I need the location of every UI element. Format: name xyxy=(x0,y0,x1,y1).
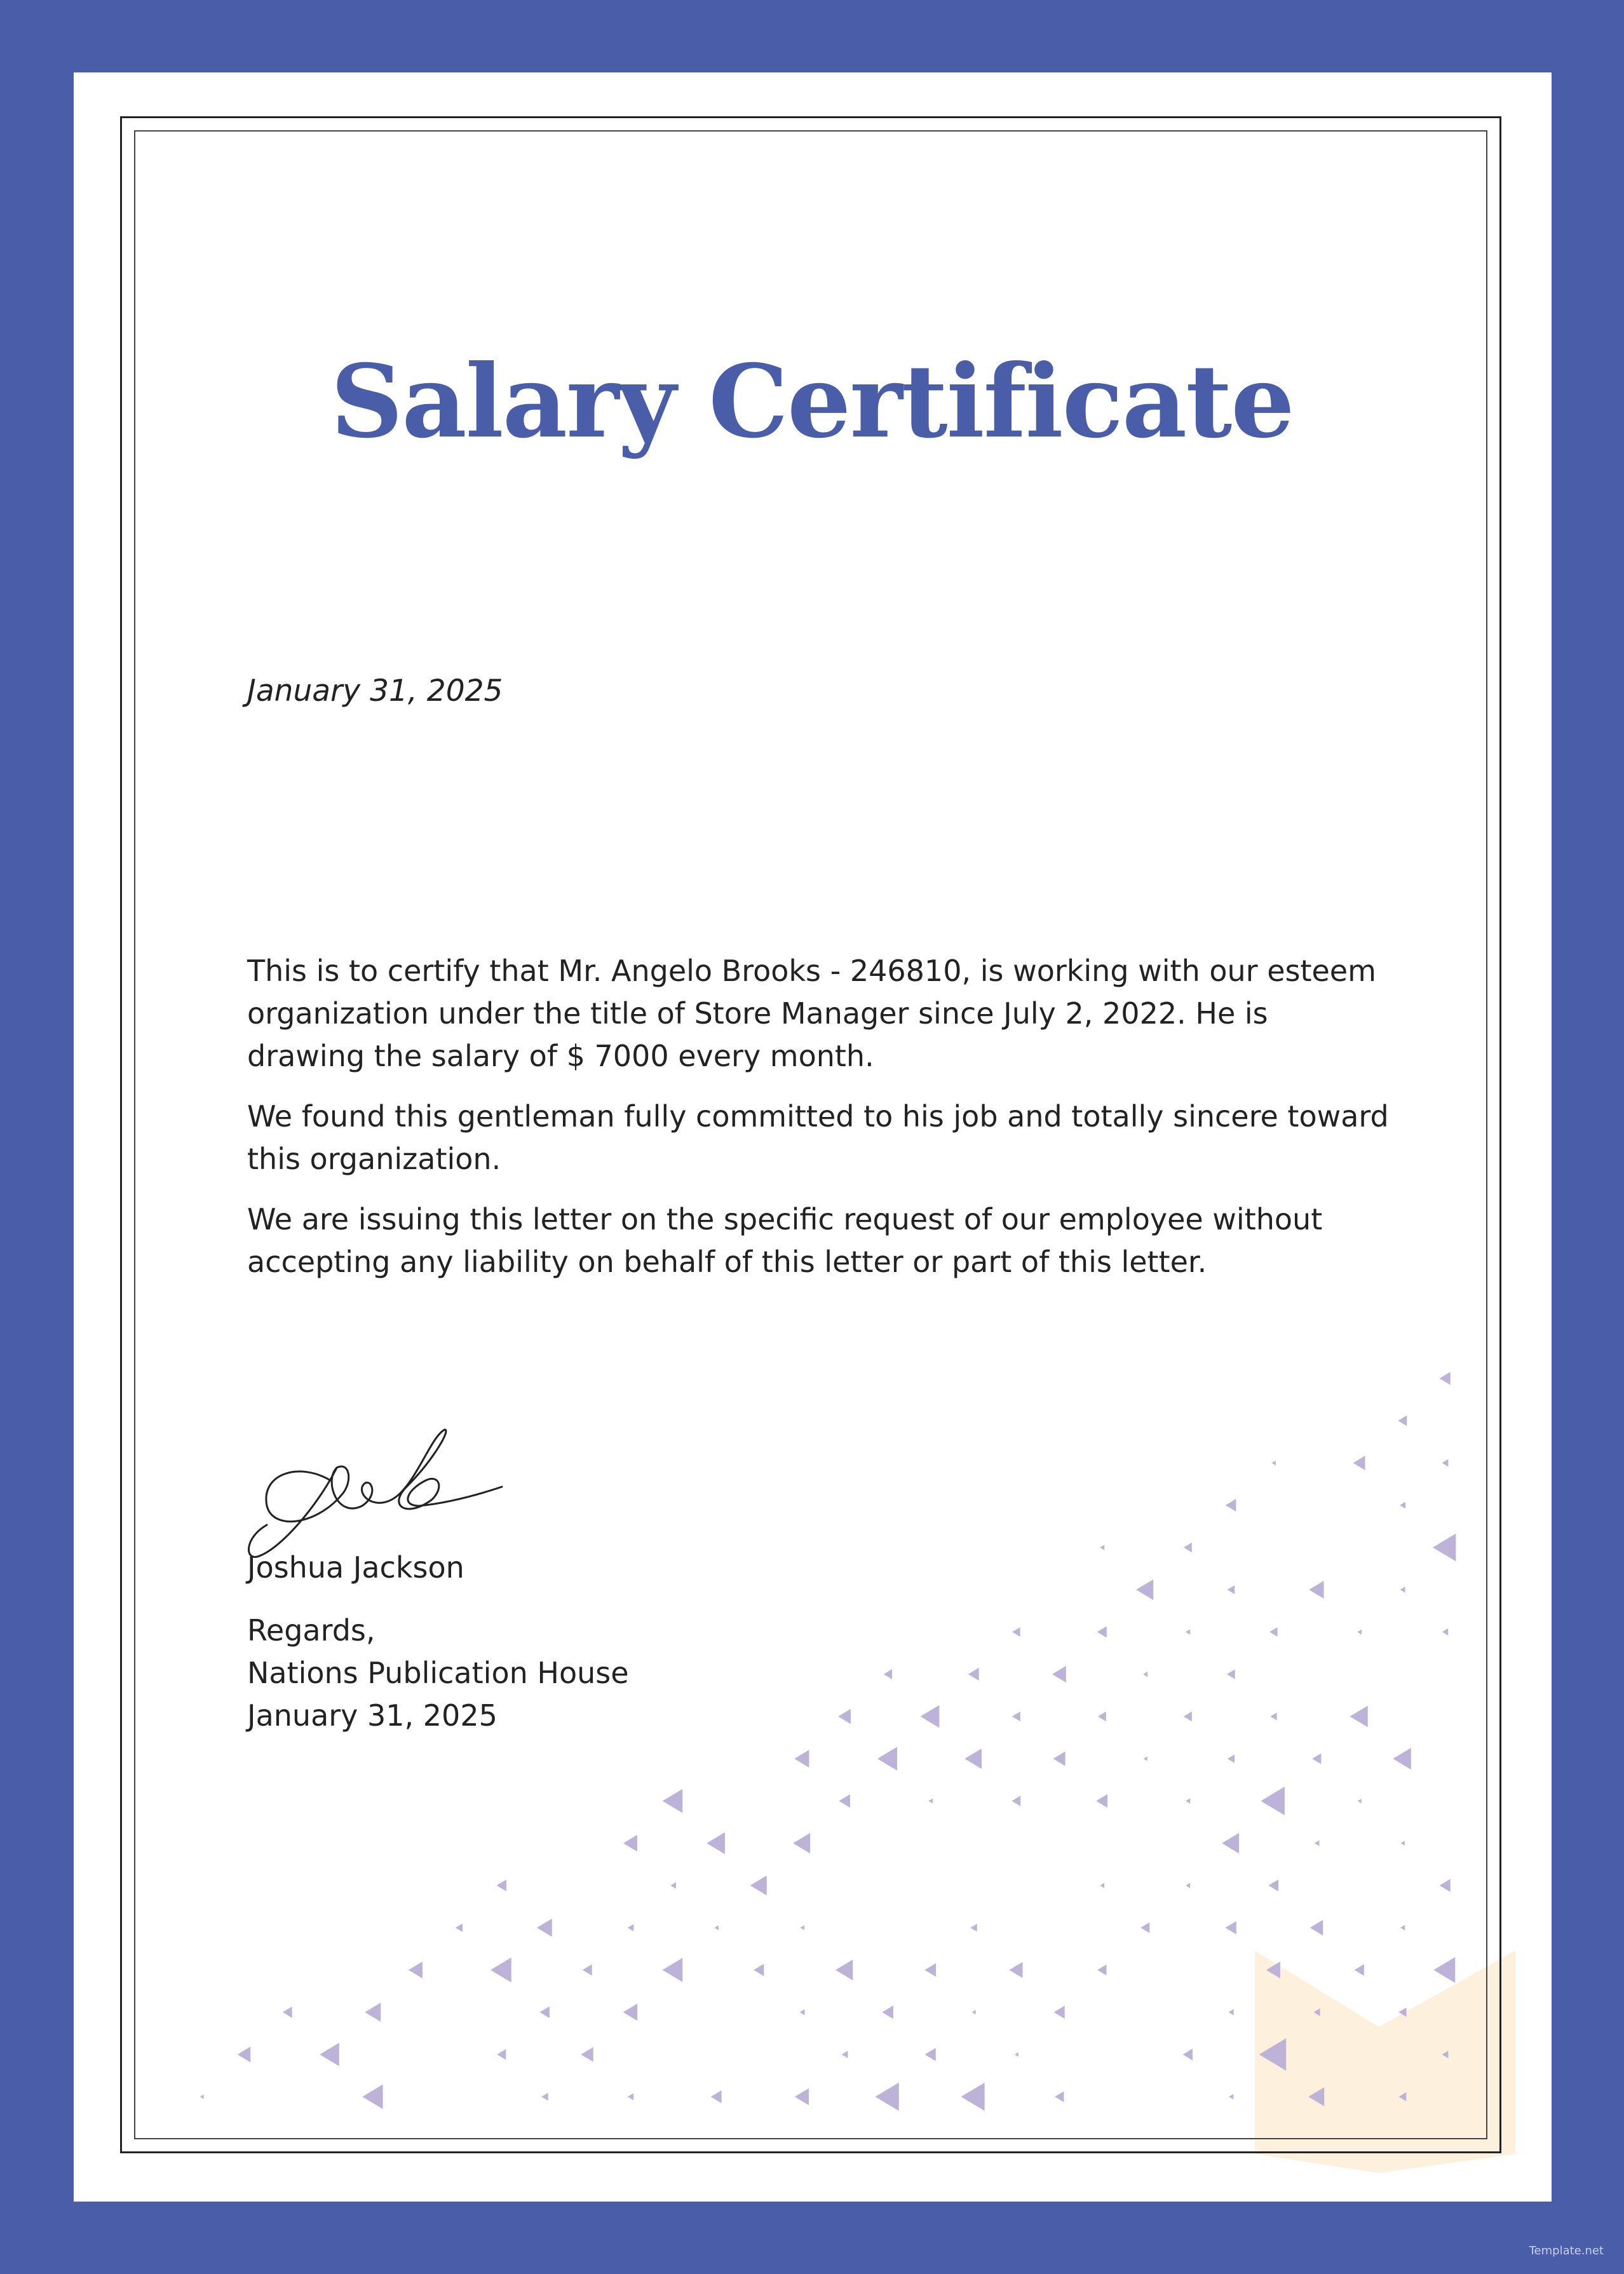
certificate-body xyxy=(247,950,1391,1301)
body-paragraph-2: We found this gentleman fully committed to his job and totally sincere toward this organization. xyxy=(247,1099,1389,1176)
body-paragraph-1: This is to certify that Mr. Angelo Brooks - 246810, is working with our esteem organization under the title of Store Manager since July 2, 2022. He is drawing the salary of $ 7000 every month. xyxy=(247,954,1376,1073)
certificate-date: January 31, 2025 xyxy=(247,673,503,708)
body-paragraph-3: We are issuing this letter on the specific request of our employee without accepting any liability on behalf of this letter or part of this letter. xyxy=(247,1202,1323,1279)
closing-organization: Nations Publication House xyxy=(247,1656,629,1690)
closing-date: January 31, 2025 xyxy=(247,1698,497,1733)
closing-regards: Regards, xyxy=(247,1613,376,1648)
signer-name: Joshua Jackson xyxy=(247,1550,464,1585)
closing-block xyxy=(247,1609,629,1737)
template-watermark: Template.net xyxy=(1529,2244,1604,2257)
certificate-title: Salary Certificate xyxy=(330,343,1294,461)
